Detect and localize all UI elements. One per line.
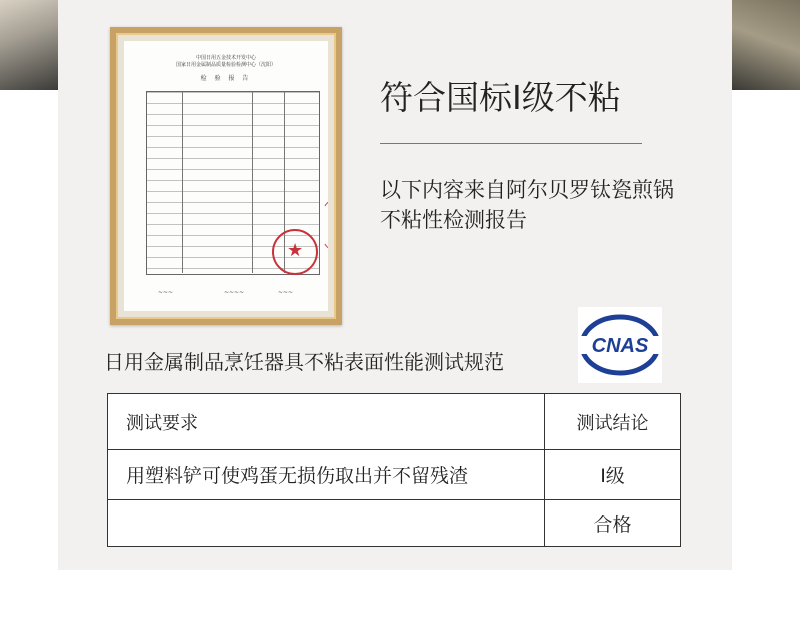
signature-mark: ~~~ — [278, 289, 294, 296]
test-results-table — [107, 393, 681, 547]
table-cell-requirement: 用塑料铲可使鸡蛋无损伤取出并不留残渣 — [108, 450, 545, 500]
certificate-table-divider — [252, 91, 253, 273]
table-row — [108, 500, 681, 547]
page-title: 符合国标I级不粘 — [380, 78, 621, 117]
official-stamp-icon — [272, 229, 318, 275]
decorative-corner-left — [0, 0, 58, 90]
table-cell-conclusion: I级 — [545, 450, 681, 500]
certificate-header-line1: 中国日用五金技术开发中心 — [195, 55, 256, 61]
partial-stamp-icon — [320, 201, 328, 249]
certificate-header-line2: 国家日用金属制品质量检验检测中心（沈阳） — [175, 62, 276, 68]
title-divider — [380, 143, 642, 144]
section-subtitle: 日用金属制品烹饪器具不粘表面性能测试规范 — [104, 350, 504, 374]
table-row — [108, 450, 681, 500]
certificate-frame — [110, 27, 342, 325]
certificate-document — [124, 41, 328, 311]
description-text: 以下内容来自阿尔贝罗钛瓷煎锅不粘性检测报告 — [380, 178, 674, 232]
header-test-conclusion: 测试结论 — [545, 394, 681, 450]
table-cell-conclusion: 合格 — [545, 500, 681, 547]
signature-mark: ~~~~ — [224, 289, 245, 296]
cnas-logo-icon — [578, 307, 662, 383]
certificate-table-divider — [182, 91, 183, 273]
certificate-header — [124, 55, 328, 69]
table-cell-requirement — [108, 500, 545, 547]
certificate-report-title: 检 验 报 告 — [200, 75, 252, 82]
cnas-logo-text: CNAS — [591, 335, 649, 357]
signature-mark: ~~~ — [158, 289, 174, 296]
decorative-corner-right — [732, 0, 800, 90]
table-header-row — [108, 394, 681, 450]
header-test-requirement: 测试要求 — [108, 394, 545, 450]
